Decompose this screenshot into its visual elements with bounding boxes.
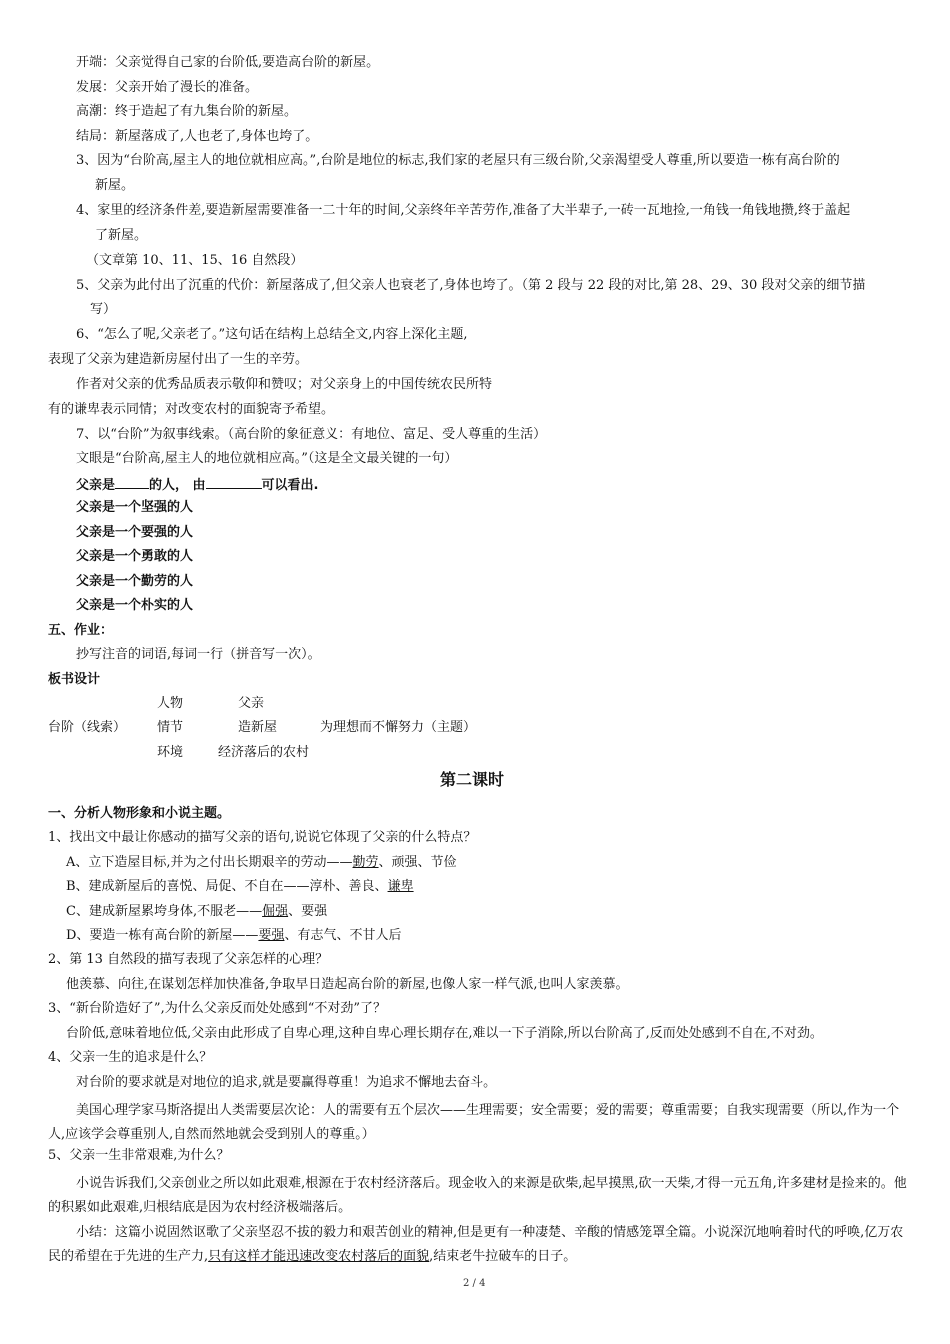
section-heading: 一、分析人物形象和小说主题。 (48, 806, 231, 821)
board-r3c2: 经济落后的农村 (218, 745, 310, 760)
page-number: 2 / 4 (463, 1278, 486, 1289)
blank-1 (115, 476, 149, 489)
board-r2c2: 造新屋 (238, 720, 278, 735)
trait-item: 父亲是一个要强的人 (76, 525, 194, 540)
point-5-line2: 写） (90, 302, 117, 317)
board-r3c1: 环境 (157, 745, 184, 760)
board-heading: 板书设计 (48, 672, 101, 687)
question-3: 3、“新台阶造好了”,为什么父亲反而处处感到“不对劲”了？ (48, 1001, 386, 1016)
trait-item: 父亲是一个朴实的人 (76, 598, 194, 613)
trait-item: 父亲是一个勇敢的人 (76, 549, 194, 564)
board-left: 台阶（线索） (48, 720, 127, 735)
answer-5: 小说告诉我们,父亲创业之所以如此艰难,根源在于农村经济落后。现金收入的来源是砍柴,起早摸黑,砍一天柴,才得一元五角,许多建材是捡来的。他的积累如此艰难,归根结底是因为农村经济极端落后。 (48, 1176, 907, 1215)
answer-2: 他羡慕、向往,在谋划怎样加快准备,争取早日造起高台阶的新屋,也像人家一样气派,也叫人家羡慕。 (66, 977, 629, 992)
point-6-line2: 表现了父亲为建造新房屋付出了一生的辛劳。 (48, 352, 309, 367)
answer-d: D、要造一栋有高台阶的新屋——要强、有志气、不甘人后 (66, 928, 402, 943)
point-7-line1: 7、以“台阶”为叙事线索。（高台阶的象征意义：有地位、富足、受人尊重的生活） (76, 427, 547, 442)
board-r2c1: 情节 (157, 720, 184, 735)
trait-item: 父亲是一个坚强的人 (76, 500, 194, 515)
homework-text: 抄写注音的词语,每词一行（拼音写一次）。 (76, 647, 321, 662)
homework-heading: 五、作业： (48, 623, 114, 638)
answer-b: B、建成新屋后的喜悦、局促、不自在——淳朴、善良、谦卑 (66, 879, 414, 894)
point-5-line1: 5、父亲为此付出了沉重的代价：新屋落成了,但父亲人也衰老了,身体也垮了。（第 2 段与 22 段的对比,第 28、29、30 段对父亲的细节描 (76, 278, 866, 293)
point-3-line1: 3、因为“台阶高,屋主人的地位就相应高。”,台阶是地位的标志,我们家的老屋只有三级台阶,父亲渴望受人尊重,所以要造一栋有高台阶的 (76, 153, 840, 168)
board-r2c3: 为理想而不懈努力（主题） (320, 720, 477, 735)
point-6-line1: 6、“怎么了呢,父亲老了。”这句话在结构上总结全文,内容上深化主题, (76, 327, 468, 342)
plot-opening: 开端：父亲觉得自己家的台阶低,要造高台阶的新屋。 (76, 55, 380, 70)
plot-climax: 高潮：终于造起了有九集台阶的新屋。 (76, 104, 298, 119)
point-6-line3: 作者对父亲的优秀品质表示敬仰和赞叹；对父亲身上的中国传统农民所特 (76, 377, 493, 392)
trait-item: 父亲是一个勤劳的人 (76, 574, 194, 589)
question-1: 1、找出文中最让你感动的描写父亲的语句,说说它体现了父亲的什么特点？ (48, 830, 477, 845)
blank-2 (206, 476, 262, 489)
point-4-line2: 了新屋。 (95, 228, 148, 243)
point-7-line2: 文眼是“台阶高,屋主人的地位就相应高。”（这是全文最关键的一句） (76, 451, 458, 466)
point-6-line4: 有的谦卑表示同情；对改变农村的面貌寄予希望。 (48, 402, 335, 417)
answer-4: 对台阶的要求就是对地位的追求,就是要赢得尊重！为追求不懈地去奋斗。 (76, 1075, 497, 1090)
question-2: 2、第 13 自然段的描写表现了父亲怎样的心理？ (48, 952, 329, 967)
board-r1c2: 父亲 (238, 696, 265, 711)
answer-a: A、立下造屋目标,并为之付出长期艰辛的劳动——勤劳、顽强、节俭 (66, 855, 457, 870)
answer-c: C、建成新屋累垮身体,不服老——倔强、要强 (66, 904, 328, 919)
question-4: 4、父亲一生的追求是什么？ (48, 1050, 213, 1065)
point-4-line1: 4、家里的经济条件差,要造新屋需要准备一二十年的时间,父亲终年辛苦劳作,准备了大半辈子,一砖一瓦地捡,一角钱一角钱地攒,终于盖起 (76, 203, 851, 218)
question-5: 5、父亲一生非常艰难,为什么？ (48, 1148, 230, 1163)
answer-3: 台阶低,意味着地位低,父亲由此形成了自卑心理,这种自卑心理长期存在,难以一下子消除,所以台阶高了,反而处处感到不自在,不对劲。 (66, 1026, 823, 1041)
fill-in-sentence: 父亲是 的人， 由 可以看出. (76, 478, 319, 493)
summary-paragraph: 小结：这篇小说固然讴歌了父亲坚忍不拔的毅力和艰苦创业的精神,但是更有一种凄楚、辛酸的情感笼罩全篇。小说深沉地响着时代的呼唤,亿万农民的希望在于先进的生产力,只有这样才能迅速改变农村落后的面貌,结束老牛拉破车的日子。 (48, 1225, 904, 1264)
lesson-title: 第二课时 (440, 770, 505, 789)
point-4-ref: （文章第 10、11、15、16 自然段） (86, 253, 304, 268)
point-3-line2: 新屋。 (95, 178, 135, 193)
maslow-paragraph: 美国心理学家马斯洛提出人类需要层次论：人的需要有五个层次——生理需要；安全需要；爱的需要；尊重需要；自我实现需要（所以,作为一个人,应该学会尊重别人,自然而然地就会受到别人的尊重。） (48, 1103, 900, 1142)
plot-ending: 结局：新屋落成了,人也老了,身体也垮了。 (76, 129, 319, 144)
board-r1c1: 人物 (157, 696, 184, 711)
plot-development: 发展：父亲开始了漫长的准备。 (76, 80, 259, 95)
